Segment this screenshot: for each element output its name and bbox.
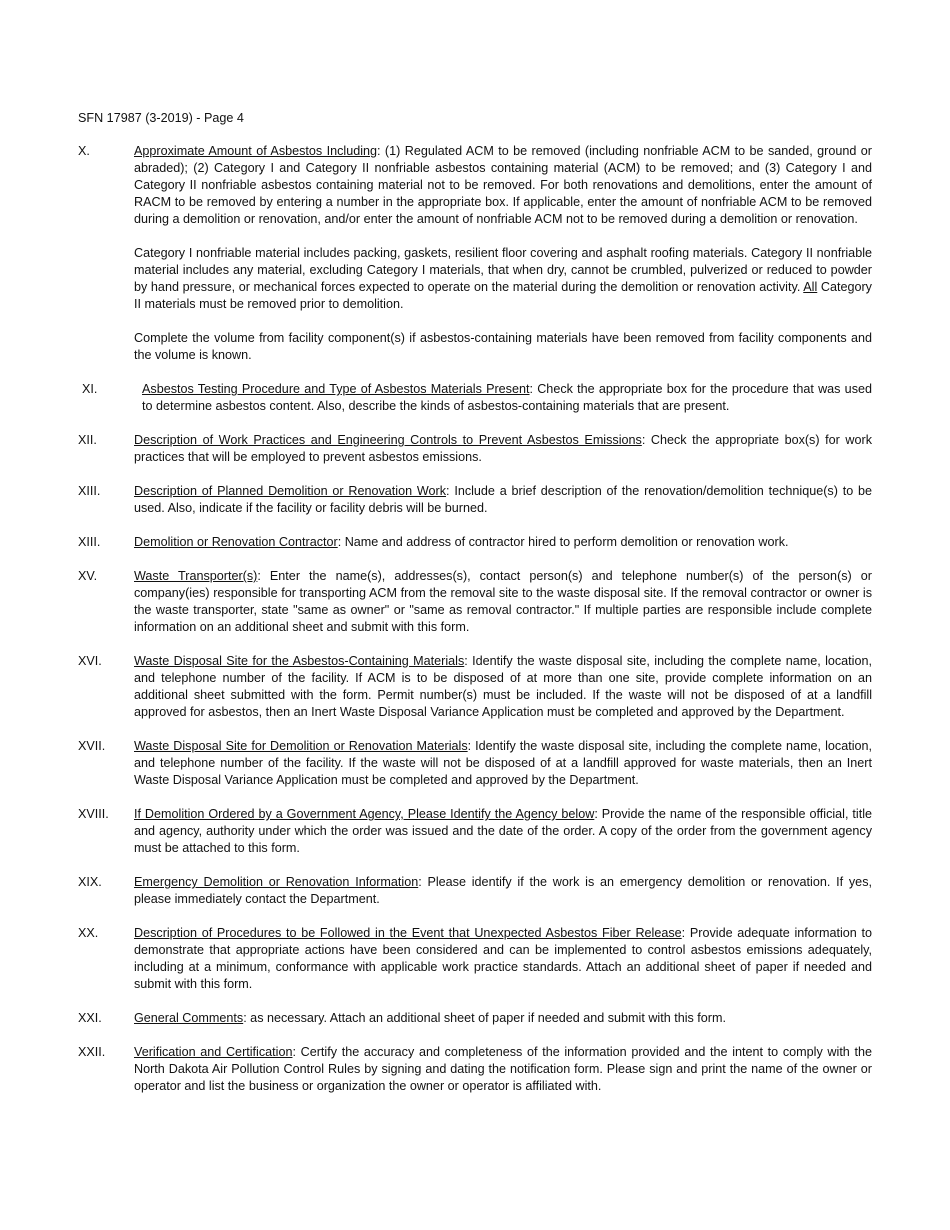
- section-xix: [78, 874, 872, 908]
- section-body: [134, 738, 872, 789]
- section-xii: [78, 432, 872, 466]
- section-number: XIII.: [78, 535, 101, 549]
- section-number: XXI.: [78, 1011, 102, 1025]
- section-number: XII.: [78, 433, 97, 447]
- section-title: If Demolition Ordered by a Government Agency, Please Identify the Agency below: [134, 807, 595, 821]
- section-xvi: [78, 653, 872, 721]
- section-body: [134, 1044, 872, 1095]
- section-title: Description of Work Practices and Engineering Controls to Prevent Asbestos Emissions: [134, 433, 642, 447]
- section-title: Waste Disposal Site for the Asbestos-Containing Materials: [134, 654, 465, 668]
- section-number: XIX.: [78, 875, 102, 889]
- section-text: : Include a brief description of the renovation/demolition technique(s) to be used. Also, indicate if the facility or facility debris will be burned.: [134, 484, 872, 515]
- section-text: Complete the volume from facility component(s) if asbestos-containing materials have been removed from facility components and the volume is known.: [134, 331, 872, 362]
- section-text: : Provide the name of the responsible official, title and agency, authority under which the order was issued and the date of the order. A copy of the order from the government agency must be attached to this form.: [134, 807, 872, 855]
- section-text: : Please identify if the work is an emergency demolition or renovation. If yes, please immediately contact the Department.: [134, 875, 872, 906]
- instructions-page: [78, 110, 872, 1112]
- section-title: Asbestos Testing Procedure and Type of Asbestos Materials Present: [142, 382, 530, 396]
- section-body: [134, 1010, 872, 1027]
- section-number: XX.: [78, 926, 99, 940]
- section-xxii: [78, 1044, 872, 1095]
- section-body: [134, 534, 872, 551]
- section-body: [134, 925, 872, 993]
- section-xi: [78, 381, 872, 415]
- section-number: XVI.: [78, 654, 102, 668]
- section-text: : Identify the waste disposal site, including the complete name, location, and telephone number of the facility. If the waste will not be disposed of at a landfill approved for waste materials, then an Inert Waste Disposal Variance Application must be completed and approved by the Department.: [134, 739, 872, 787]
- section-text: : Enter the name(s), addresses(s), contact person(s) and telephone number(s) of the person(s) or company(ies) responsible for transporting ACM from the removal site to the waste disposal site. If the removal contractor or owner is the waste transporter, state "same as owner" or "same as removal contractor." If multiple parties are responsible include complete information on an additional sheet and submit with this form.: [134, 569, 872, 634]
- section-number: XVII.: [78, 739, 106, 753]
- section-text: Category I nonfriable material includes packing, gaskets, resilient floor covering and asphalt roofing materials. Category II nonfriable material includes any material, excluding Category I materials, that when dry, cannot be crumbled, pulverized or reduced to powder by hand pressure, or mechanical forces expected to operate on the material during the demolition or renovation activity.: [134, 246, 872, 294]
- section-number: XVIII.: [78, 807, 109, 821]
- section-xviii: [78, 806, 872, 857]
- section-text: : Identify the waste disposal site, including the complete name, location, and telephone number of the facility. If ACM is to be disposed of at more than one site, provide complete information on an additional sheet submitted with the form. Permit number(s) must be included. If the waste will not be disposed of at a landfill approved for asbestos, then an Inert Waste Disposal Variance Application must be completed and approved by the Department.: [134, 654, 872, 719]
- section-title: Waste Disposal Site for Demolition or Renovation Materials: [134, 739, 468, 753]
- section-title: Waste Transporter(s): [134, 569, 258, 583]
- section-text: : Certify the accuracy and completeness of the information provided and the intent to comply with the North Dakota Air Pollution Control Rules by signing and dating the notification form. Please sign and print the name of the owner or operator and list the business or organization the owner or operator is affiliated with.: [134, 1045, 872, 1093]
- section-body: [134, 483, 872, 517]
- section-text: : Provide adequate information to demonstrate that appropriate actions have been considered and can be implemented to control asbestos emissions adequately, including at a minimum, conformance with applicable work practice standards. Attach an additional sheet of paper if needed and submit with this form.: [134, 926, 873, 991]
- section-xiii: [78, 483, 872, 517]
- section-text: : (1) Regulated ACM to be removed (including nonfriable ACM to be sanded, ground or abraded); (2) Category I and Category II nonfriable asbestos containing material (ACM) to be removed; and (3) Category I and Category II nonfriable asbestos containing material not to be removed. For both renovations and demolitions, enter the amount of RACM to be removed by entering a number in the appropriate box. If applicable, enter the amount of nonfriable ACM to be removed during a demolition or renovation, and/or enter the amount of nonfriable ACM not to be removed during a demolition or renovation.: [134, 144, 872, 226]
- section-text: : Name and address of contractor hired to perform demolition or renovation work.: [337, 535, 789, 549]
- section-body: [134, 568, 872, 636]
- section-number: XXII.: [78, 1045, 106, 1059]
- section-body: [134, 143, 872, 364]
- section-xvii: [78, 738, 872, 789]
- section-xxi: [78, 1010, 872, 1027]
- section-body: [134, 806, 872, 857]
- section-number: XV.: [78, 569, 98, 583]
- section-title: Demolition or Renovation Contractor: [134, 535, 338, 549]
- section-xiii-contractor: [78, 534, 872, 551]
- section-number: X.: [78, 144, 90, 158]
- section-x: [78, 143, 872, 364]
- section-title: Description of Procedures to be Followed in the Event that Unexpected Asbestos Fiber Release: [134, 926, 682, 940]
- emphasis-all: All: [803, 280, 818, 294]
- page-header: SFN 17987 (3-2019) - Page 4: [78, 111, 244, 125]
- section-number: XI.: [82, 382, 98, 396]
- section-title: General Comments: [134, 1011, 244, 1025]
- section-body: [134, 432, 872, 466]
- section-number: XIII.: [78, 484, 101, 498]
- section-text: : Check the appropriate box for the procedure that was used to determine asbestos content. Also, describe the kinds of asbestos-containing materials that are present.: [142, 382, 872, 413]
- section-title: Approximate Amount of Asbestos Including: [134, 144, 378, 158]
- section-text: : Check the appropriate box(s) for work practices that will be employed to prevent asbestos emissions.: [134, 433, 873, 464]
- section-xx: [78, 925, 872, 993]
- section-title: Verification and Certification: [134, 1045, 293, 1059]
- section-body: [134, 653, 872, 721]
- section-title: Description of Planned Demolition or Renovation Work: [134, 484, 447, 498]
- section-text: : as necessary. Attach an additional sheet of paper if needed and submit with this form.: [243, 1011, 726, 1025]
- section-xv: [78, 568, 872, 636]
- section-title: Emergency Demolition or Renovation Information: [134, 875, 419, 889]
- section-body: [134, 874, 872, 908]
- section-body: [138, 381, 872, 415]
- section-text: Category II materials must be removed prior to demolition.: [134, 280, 872, 311]
